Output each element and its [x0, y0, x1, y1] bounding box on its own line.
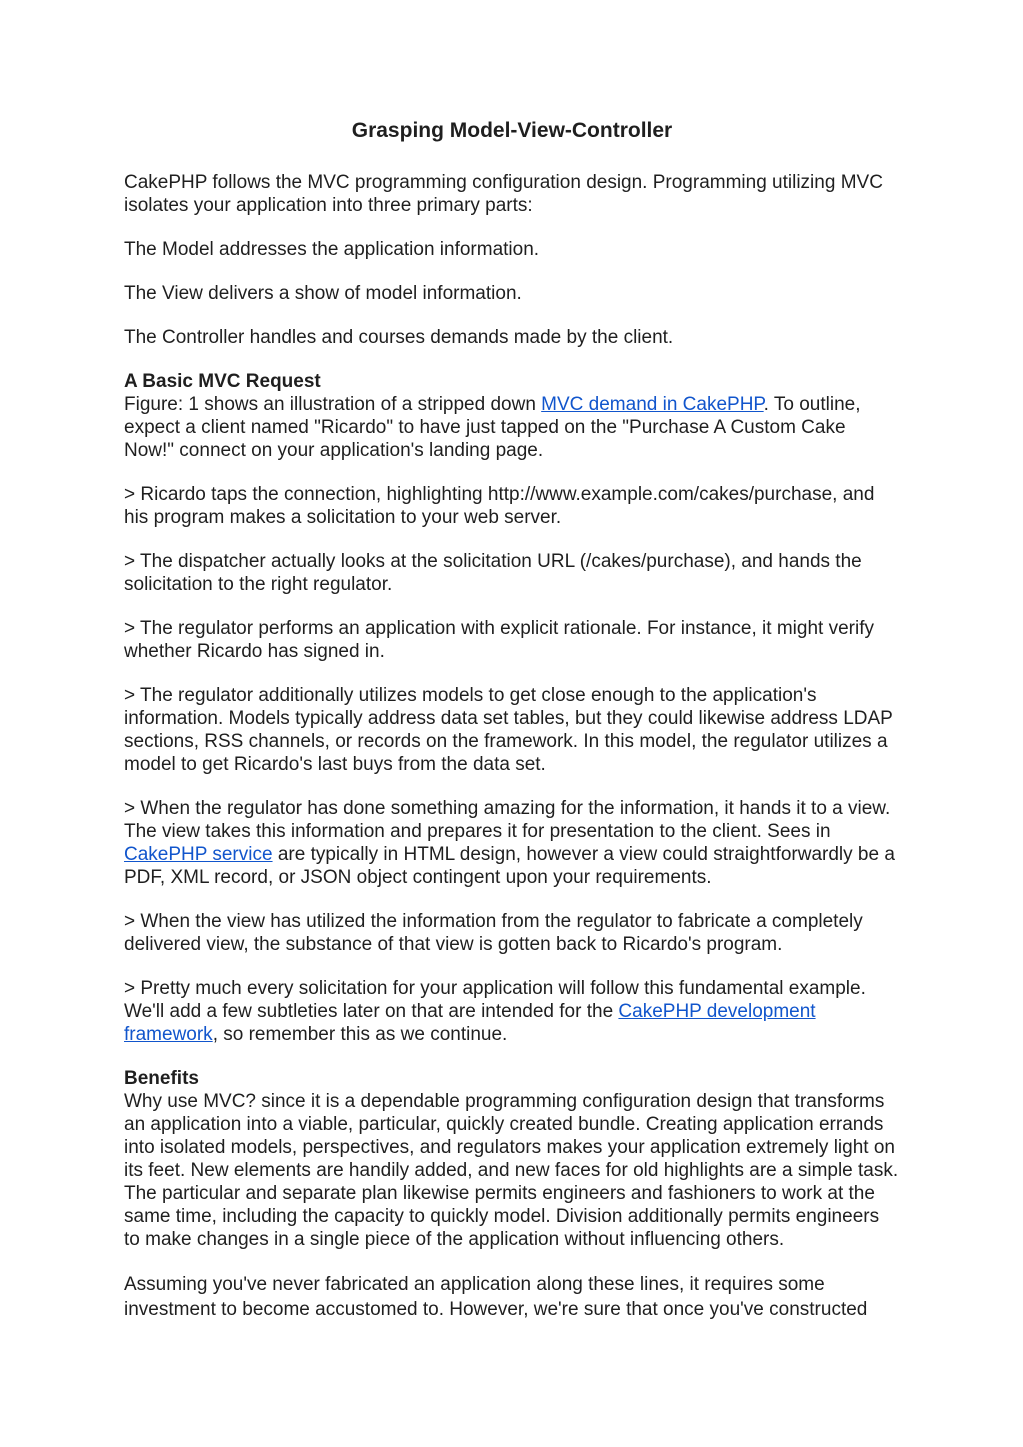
paragraph-step-2: > The dispatcher actually looks at the solicitation URL (/cakes/purchase), and hands the solicitation to the right regulator.	[124, 551, 862, 595]
paragraph-step-6: > When the view has utilized the information from the regulator to fabricate a completely delivered view, the substance of that view is gotten back to Ricardo's program.	[124, 911, 863, 955]
paragraph-benefits-2: Assuming you've never fabricated an application along these lines, it requires some investment to become accustomed to. However, we're sure that once you've constructed	[124, 1274, 868, 1320]
section-heading-basic-request: A Basic MVC Request	[124, 371, 321, 392]
paragraph-step-5	[124, 797, 900, 889]
paragraph-text: > When the regulator has done something amazing for the information, it hands it to a view. The view takes this information and prepares it for presentation to the client. Sees in	[124, 798, 891, 842]
paragraph-intro-4: The Controller handles and courses demands made by the client.	[124, 327, 674, 348]
link-cakephp-development-framework[interactable]: CakePHP development framework	[124, 1001, 816, 1045]
paragraph-text: , so remember this as we continue.	[212, 1024, 508, 1045]
paragraph-step-3: > The regulator performs an application with explicit rationale. For instance, it might verify whether Ricardo has signed in.	[124, 618, 874, 662]
paragraph-text: are typically in HTML design, however a view could straightforwardly be a PDF, XML record, or JSON object contingent upon your requirements.	[124, 844, 895, 888]
paragraph-step-4: > The regulator additionally utilizes models to get close enough to the application's information. Models typically address data set tables, but they could likewise address LDAP sections, RSS channels, or records on the framework. In this model, the regulator utilizes a model to get Ricardo's last buys from the data set.	[124, 685, 893, 775]
paragraph-step-1: > Ricardo taps the connection, highlighting http://www.example.com/cakes/purchase, and his program makes a solicitation to your web server.	[124, 484, 875, 528]
paragraph-benefits-1: Why use MVC? since it is a dependable programming configuration design that transforms an application into a viable, particular, quickly created bundle. Creating application errands into isolated models, perspectives, and regulators makes your application extremely light on its feet. New elements are handily added, and new faces for old highlights are a simple task. The particular and separate plan likewise permits engineers and fashioners to work at the same time, including the capacity to quickly model. Division additionally permits engineers to make changes in a single piece of the application without influencing others.	[124, 1091, 899, 1250]
paragraph-intro-2: The Model addresses the application information.	[124, 239, 540, 260]
document-title: Grasping Model-View-Controller	[351, 119, 673, 142]
paragraph-text: > Pretty much every solicitation for your application will follow this fundamental example. We'll add a few subtleties later on that are intended for the	[124, 978, 866, 1022]
paragraph-intro-1: CakePHP follows the MVC programming configuration design. Programming utilizing MVC isolates your application into three primary parts:	[124, 172, 883, 216]
paragraph-text: Figure: 1 shows an illustration of a stripped down	[124, 394, 542, 415]
paragraph-step-7	[124, 977, 900, 1046]
link-mvc-demand-in-cakephp[interactable]: MVC demand in CakePHP	[541, 394, 764, 415]
section-heading-benefits: Benefits	[124, 1068, 199, 1089]
paragraph-intro-3: The View delivers a show of model information.	[124, 283, 522, 304]
paragraph-figure	[124, 393, 900, 462]
paragraph-text: . To outline, expect a client named "Ricardo" to have just tapped on the "Purchase A Custom Cake Now!" connect on your application's landing page.	[124, 394, 861, 461]
link-cakephp-service[interactable]: CakePHP service	[124, 844, 273, 865]
